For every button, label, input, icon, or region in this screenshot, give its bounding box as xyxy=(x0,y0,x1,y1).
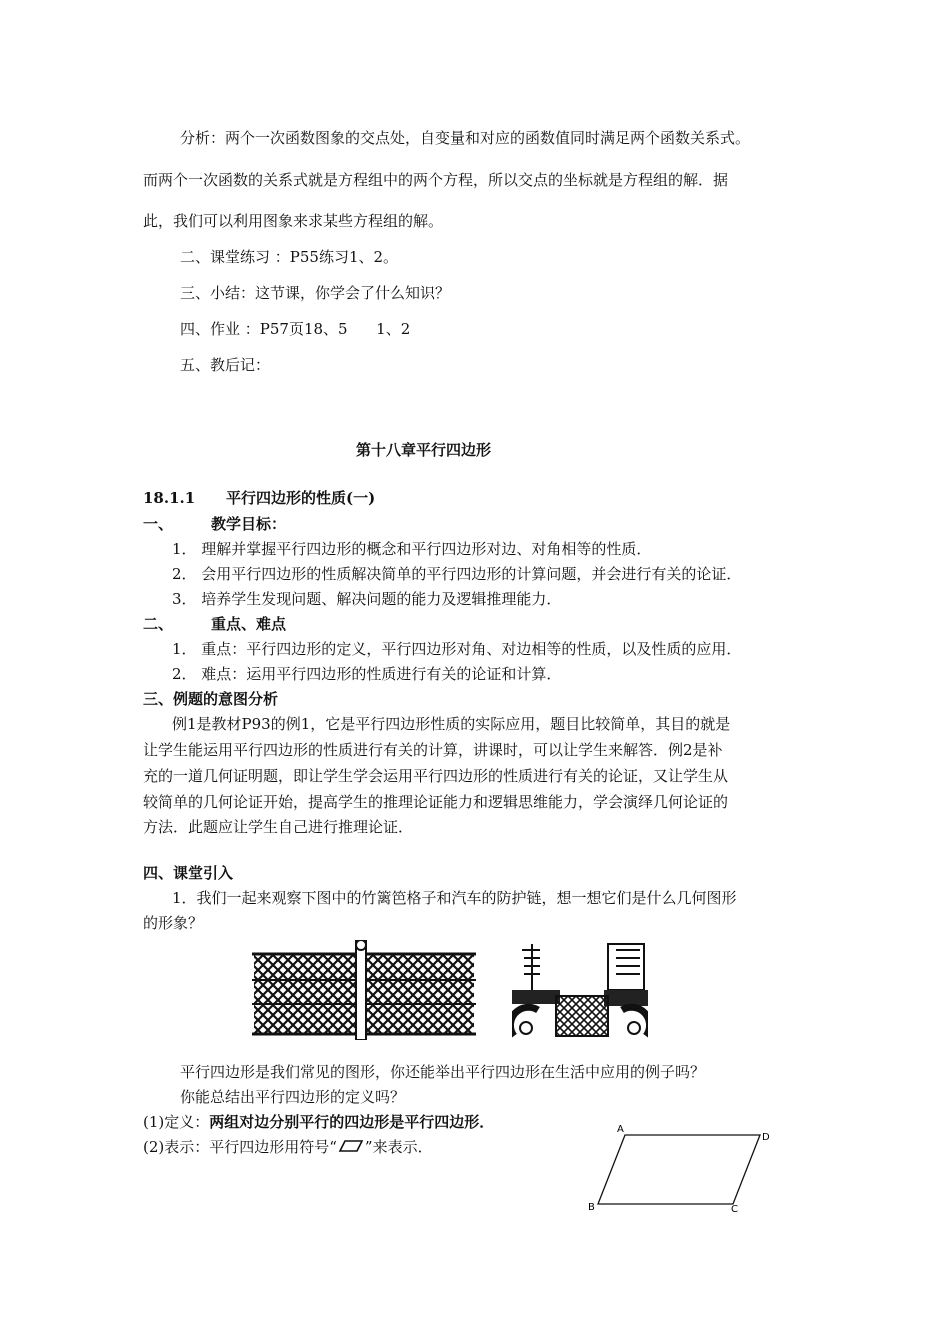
vertex-d-label: D xyxy=(762,1132,770,1143)
representation-end: ”来表示． xyxy=(364,1138,433,1156)
goal-item: 2． 会用平行四边形的性质解决简单的平行四边形的计算问题，并会进行有关的论证． xyxy=(172,565,742,583)
section-title: 平行四边形的性质(一) xyxy=(226,489,376,507)
chapter-title: 第十八章平行四边形 xyxy=(356,441,492,459)
intro-question-line-2: 的形象？ xyxy=(143,914,204,932)
examples-line: 方法．此题应让学生自己进行推理论证． xyxy=(143,818,414,836)
examples-line: 较简单的几何论证开始，提高学生的推理论证能力和逻辑思维能力，学会演绎几何论证的 xyxy=(143,793,729,811)
car-guard-chain-image xyxy=(512,940,648,1040)
keypoints-heading: 重点、难点 xyxy=(211,615,287,633)
section-number: 18.1.1 xyxy=(143,489,196,507)
bamboo-fence-image xyxy=(248,940,480,1040)
goal-item: 1． 理解并掌握平行四边形的概念和平行四边形对边、对角相等的性质． xyxy=(172,540,652,558)
analysis-line-2: 而两个一次函数的关系式就是方程组中的两个方程，所以交点的坐标就是方程组的解．据 xyxy=(143,171,729,189)
parallelogram-symbol-icon xyxy=(338,1139,364,1153)
intro-paragraph-2: 你能总结出平行四边形的定义吗？ xyxy=(180,1088,406,1106)
notes-line: 五、教后记： xyxy=(180,356,271,374)
intro-question-line-1: 1．我们一起来观察下图中的竹篱笆格子和汽车的防护链，想一想它们是什么几何图形 xyxy=(172,889,737,907)
definition-text: 两组对边分别平行的四边形是平行四边形． xyxy=(209,1113,495,1131)
keypoint-item: 1． 重点：平行四边形的定义，平行四边形对角、对边相等的性质，以及性质的应用． xyxy=(172,640,742,658)
goals-heading-number: 一、 xyxy=(143,515,174,533)
definition-line xyxy=(143,1112,494,1132)
keypoints-heading-number: 二、 xyxy=(143,615,174,633)
vertex-c-label: C xyxy=(731,1204,738,1215)
analysis-line-3: 此，我们可以利用图象来求某些方程组的解。 xyxy=(143,212,444,230)
parallelogram-abcd-diagram xyxy=(580,1118,780,1218)
definition-label: (1)定义： xyxy=(143,1113,210,1131)
summary-line: 三、小结：这节课，你学会了什么知识？ xyxy=(180,284,451,302)
vertex-b-label: B xyxy=(588,1202,595,1213)
goals-heading: 教学目标： xyxy=(211,515,287,533)
examples-heading: 三、例题的意图分析 xyxy=(143,690,279,708)
practice-line: 二、课堂练习 ：P55练习1、2。 xyxy=(180,248,399,266)
examples-line: 例1是教材P93的例1，它是平行四边形性质的实际应用，题目比较简单，其目的就是 xyxy=(172,715,731,733)
representation-line xyxy=(143,1137,433,1157)
representation-label: (2)表示：平行四边形用符号“ xyxy=(143,1138,337,1156)
intro-paragraph-1: 平行四边形是我们常见的图形，你还能举出平行四边形在生活中应用的例子吗？ xyxy=(180,1063,706,1081)
intro-heading: 四、课堂引入 xyxy=(143,864,234,882)
analysis-line-1: 分析：两个一次函数图象的交点处，自变量和对应的函数值同时满足两个函数关系式。 xyxy=(180,129,751,147)
vertex-a-label: A xyxy=(617,1124,624,1135)
examples-line: 让学生能运用平行四边形的性质进行有关的计算，讲课时，可以让学生来解答．例2是补 xyxy=(143,741,723,759)
goal-item: 3． 培养学生发现问题、解决问题的能力及逻辑推理能力． xyxy=(172,590,562,608)
examples-line: 充的一道几何证明题，即让学生学会运用平行四边形的性质进行有关的论证，又让学生从 xyxy=(143,767,729,785)
homework-line: 四、作业 ：P57页18、5 1、2 xyxy=(180,320,411,338)
keypoint-item: 2． 难点：运用平行四边形的性质进行有关的论证和计算． xyxy=(172,665,562,683)
